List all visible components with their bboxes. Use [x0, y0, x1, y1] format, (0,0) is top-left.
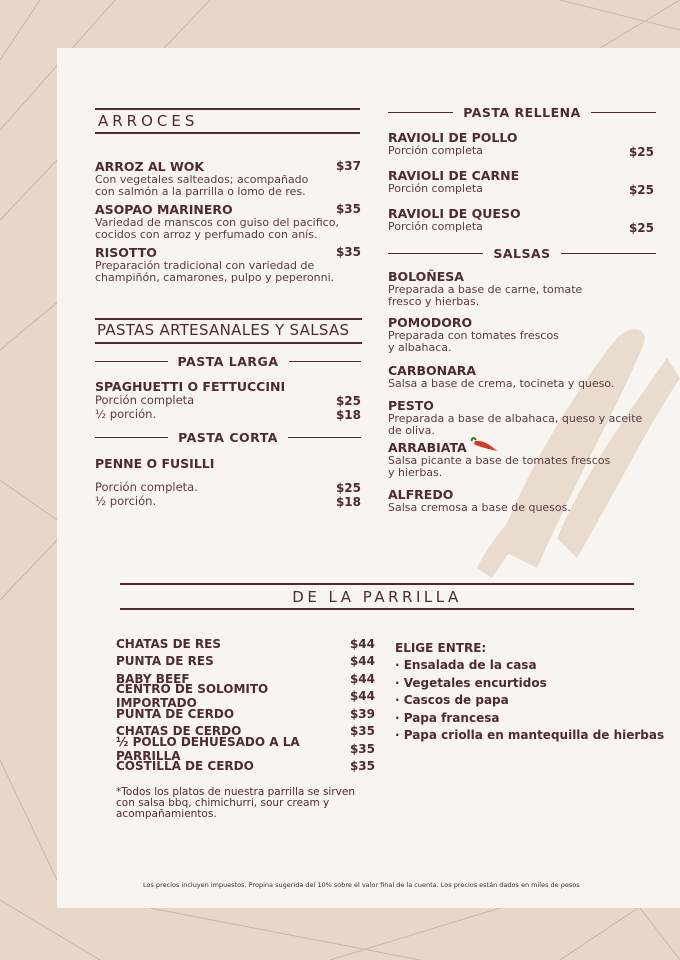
item-price: $35 [349, 724, 375, 739]
arroces-list [95, 159, 361, 288]
list-item [388, 487, 663, 517]
item-price: $25 [335, 394, 361, 408]
item-price: $39 [349, 706, 375, 721]
item-price: $44 [349, 689, 375, 704]
salsas-title: SALSAS [493, 246, 551, 261]
divider [289, 361, 362, 362]
item-desc: Preparada a base de albahaca, queso y aceite [388, 412, 643, 425]
note-line: con salsa bbq, chimichurri, sour cream y [116, 797, 330, 809]
item-name: ASOPAO MARINERO [95, 202, 233, 217]
list-item [116, 635, 375, 653]
parrilla-bottom-rule [120, 608, 634, 610]
sides-list [395, 639, 665, 744]
list-item [95, 408, 361, 422]
item-name: CENTRO DE SOLOMITO IMPORTADO [116, 682, 269, 711]
pastas-bottom-rule [95, 342, 362, 344]
item-price: $18 [335, 495, 361, 509]
item-name: RISOTTO [95, 245, 157, 260]
item-price: $35 [349, 741, 375, 756]
item-price: $18 [335, 408, 361, 422]
item-name: BABY BEEF [116, 671, 190, 686]
list-item [116, 682, 375, 711]
item-name: PESTO [388, 398, 434, 413]
item-name: CHATAS DE RES [116, 636, 221, 651]
list-item [116, 734, 375, 763]
item-desc: ½ porción. [95, 407, 157, 421]
pasta-rellena-title: PASTA RELLENA [463, 105, 581, 120]
list-item: · Ensalada de la casa [395, 658, 537, 673]
item-name: ARROZ AL WOK [95, 159, 205, 174]
item-desc: Porción completa [388, 144, 483, 157]
list-item [388, 440, 663, 487]
arroces-title: ARROCES [98, 112, 199, 130]
pasta-larga-title: PASTA LARGA [177, 354, 279, 369]
item-name: CARBONARA [388, 363, 477, 378]
item-name: RAVIOLI DE QUESO [388, 206, 521, 221]
note-line: acompañamientos. [116, 808, 217, 820]
item-desc: Preparada con tomates frescos [388, 329, 559, 342]
divider [95, 437, 168, 438]
divider [95, 361, 168, 362]
pasta-corta-heading [95, 430, 361, 445]
item-name: POMODORO [388, 315, 473, 330]
list-item: · Vegetales encurtidos [395, 675, 547, 690]
divider [388, 112, 453, 113]
list-item [388, 130, 654, 168]
item-desc: fresco y hierbas. [388, 295, 480, 308]
item-name: COSTILLA DE CERDO [116, 759, 254, 774]
item-name: ARRABIATA [388, 440, 467, 455]
item-desc: con salmón a la parrilla o lomo de res. [95, 185, 306, 198]
item-price: $25 [628, 221, 654, 235]
list-item [388, 363, 663, 398]
divider [388, 253, 483, 254]
item-desc: Con vegetales salteados; acompañado [95, 173, 309, 186]
sides-title: ELIGE ENTRE: [395, 640, 487, 655]
item-desc: y hierbas. [388, 466, 443, 479]
item-price: $35 [349, 759, 375, 774]
list-item [388, 398, 663, 440]
list-item: · Papa criolla en mantequilla de hierbas [395, 728, 665, 743]
item-price: $35 [335, 245, 361, 259]
item-desc: y albahaca. [388, 341, 452, 354]
parrilla-title: DE LA PARRILLA [292, 588, 462, 606]
list-item [388, 269, 663, 315]
salsas-heading [388, 246, 656, 261]
item-name: ALFREDO [388, 487, 454, 502]
pasta-corta-block [95, 456, 361, 509]
note-line: *Todos los platos de nuestra parrilla se sirven [116, 786, 355, 798]
list-item: · Papa francesa [395, 710, 500, 725]
parrilla-top-rule [120, 583, 634, 585]
list-item [388, 315, 663, 363]
list-item [388, 206, 654, 244]
item-name: RAVIOLI DE POLLO [388, 130, 518, 145]
item-name: PUNTA DE CERDO [116, 706, 235, 721]
item-price: $44 [349, 671, 375, 686]
list-item: · Cascos de papa [395, 693, 509, 708]
item-name: RAVIOLI DE CARNE [388, 168, 520, 183]
item-desc: Porción completa [388, 182, 483, 195]
list-item [388, 168, 654, 206]
item-name: ½ POLLO DEHUESADO A LA PARRILLA [116, 734, 300, 763]
item-desc: Salsa cremosa a base de quesos. [388, 501, 571, 514]
item-desc: Salsa picante a base de tomates frescos [388, 454, 611, 467]
item-price: $25 [335, 481, 361, 495]
item-desc: Salsa a base de crema, tocineta y queso. [388, 377, 615, 390]
parrilla-list [116, 635, 375, 775]
item-name: PENNE O FUSILLI [95, 456, 215, 471]
item-desc: Variedad de manscos con guiso del pacifico, [95, 216, 339, 229]
item-price: $44 [349, 654, 375, 669]
pasta-larga-heading [95, 354, 361, 369]
divider [561, 253, 656, 254]
pasta-corta-title: PASTA CORTA [178, 430, 278, 445]
pastas-title: PASTAS ARTESANALES Y SALSAS [97, 321, 350, 339]
item-name: CHATAS DE CERDO [116, 724, 242, 739]
divider [591, 112, 656, 113]
list-item [116, 653, 375, 671]
chili-pepper-icon [469, 437, 499, 453]
divider [288, 437, 361, 438]
item-desc: Preparación tradicional con variedad de [95, 259, 315, 272]
item-desc: champiñón, camarones, pulpo y peperonni. [95, 271, 335, 284]
arroces-bottom-rule [95, 132, 360, 134]
list-item [95, 394, 361, 408]
pastas-top-rule [95, 318, 362, 320]
item-desc: Porción completa. [95, 480, 198, 494]
menu-page [57, 48, 680, 908]
item-price: $25 [628, 183, 654, 197]
item-name: SPAGHUETTI O FETTUCCINI [95, 379, 286, 394]
parrilla-note [116, 787, 381, 820]
item-desc: ½ porción. [95, 494, 157, 508]
item-desc: de oliva. [388, 424, 435, 437]
list-item [95, 481, 361, 495]
pasta-rellena-list [388, 130, 654, 244]
item-name: BOLOÑESA [388, 269, 464, 284]
item-desc: Porción completa [388, 220, 483, 233]
pasta-larga-block [95, 379, 361, 422]
item-price: $44 [349, 636, 375, 651]
item-price: $25 [628, 145, 654, 159]
list-item [95, 245, 361, 288]
item-price: $35 [335, 202, 361, 216]
item-price: $37 [335, 159, 361, 173]
pasta-rellena-heading [388, 105, 656, 120]
list-item [95, 159, 361, 202]
item-desc: cocidos con arroz y perfumado con anís. [95, 228, 318, 241]
item-name: PUNTA DE RES [116, 654, 214, 669]
item-desc: Porción completa [95, 393, 195, 407]
list-item [95, 495, 361, 509]
footer-note: Los precios incluyen impuestos. Propina sugerida del 10% sobre el valor final de la cuenta. Los precios están dados en miles de pesos [143, 881, 580, 889]
salsas-list [388, 269, 663, 517]
list-item [95, 202, 361, 245]
item-desc: Preparada a base de carne, tomate [388, 283, 583, 296]
arroces-top-rule [95, 108, 360, 110]
